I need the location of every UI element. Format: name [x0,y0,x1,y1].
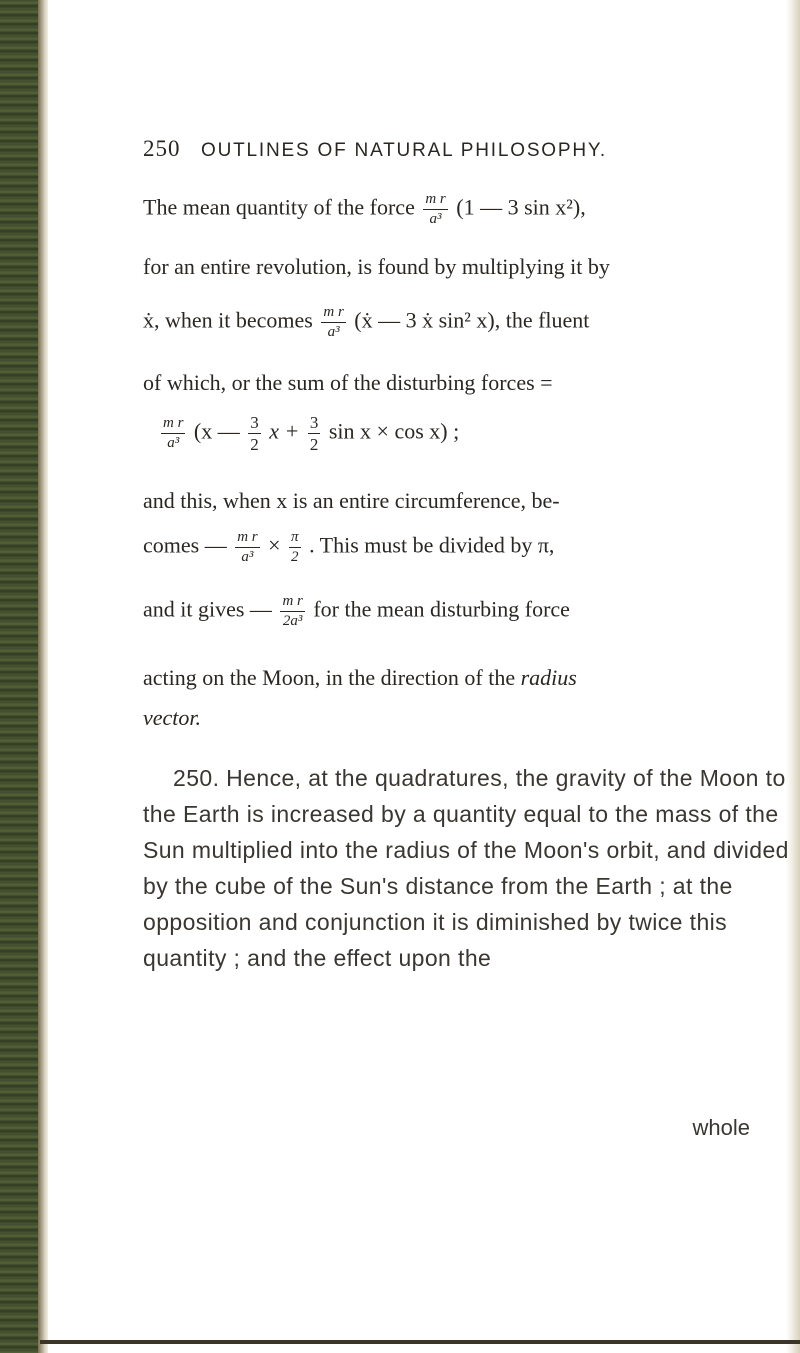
fraction-three-halves: $\frac{3}{2}$ [250,413,259,454]
text-line-6: and this, when x is an entire circumference, be- [143,488,560,513]
running-title: OUTLINES OF NATURAL PHILOSOPHY. [201,140,607,161]
page-number: 250 [143,136,181,161]
fraction-three-halves: $\frac{3}{2}$ [309,413,319,454]
fraction-mr-a3: $\frac{\text{m r}}{\text{a³}}$ [425,191,446,227]
fraction-pi-half: $\frac{\pi}{2}$ [291,529,299,565]
section-number: 250. [173,765,220,791]
text-line-10: vector. [143,705,202,730]
equation-line: $\frac{\text{m r}}{\text{a³}}$ (x — $\frac{3}{2}$ x + $\frac{3}{2}$ sin x × cos x) ; [163,413,460,454]
text-line-4: of which, or the sum of the disturbing forces = [143,370,553,395]
section-250-paragraph [143,760,800,976]
bottom-edge [40,1340,800,1344]
fraction-mr-2a3: $\frac{\text{m r}}{\text{2a³}}$ [282,593,303,629]
fraction-mr-a3: $\frac{\text{m r}}{\text{a³}}$ [237,529,258,565]
fraction-mr-a3: $\frac{\text{m r}}{\text{a³}}$ [323,304,344,340]
text-line-2: for an entire revolution, is found by multiplying it by [143,254,610,279]
text-line-7: comes — $\frac{\text{m r}}{\text{a³}}$ × $\frac{\pi}{2}$ . This must be divided by π, [143,529,555,565]
page-edge [786,0,800,1353]
gutter-shadow [38,0,48,1353]
text-line-8: and it gives — $\frac{\text{m r}}{\text{2a³}}$ for the mean disturbing force [143,593,570,629]
book-page [48,0,789,1340]
catchword: whole [692,1115,750,1140]
running-header [143,136,607,162]
text-line-1: The mean quantity of the force $\frac{\text{m r}}{\text{a³}}$ (1 — 3 sin x²), [143,191,586,227]
fraction-mr-a3: $\frac{\text{m r}}{\text{a³}}$ [163,415,184,451]
text-line-9: acting on the Moon, in the direction of the radius [143,665,577,690]
section-body: Hence, at the quadratures, the gravity of the Moon to the Earth is increased by a quantity equal to the mass of the Sun multiplied into the radius of the Moon's orbit, and divided by the cube of the Sun's distance from the Earth ; at the opposition and conjunction it is diminished by twice this quantity ; and the effect upon the [143,765,789,971]
book-binding [0,0,38,1353]
text-line-3: ẋ, when it becomes $\frac{\text{m r}}{\text{a³}}$ (ẋ — 3 ẋ sin² x), the fluent [143,304,590,340]
